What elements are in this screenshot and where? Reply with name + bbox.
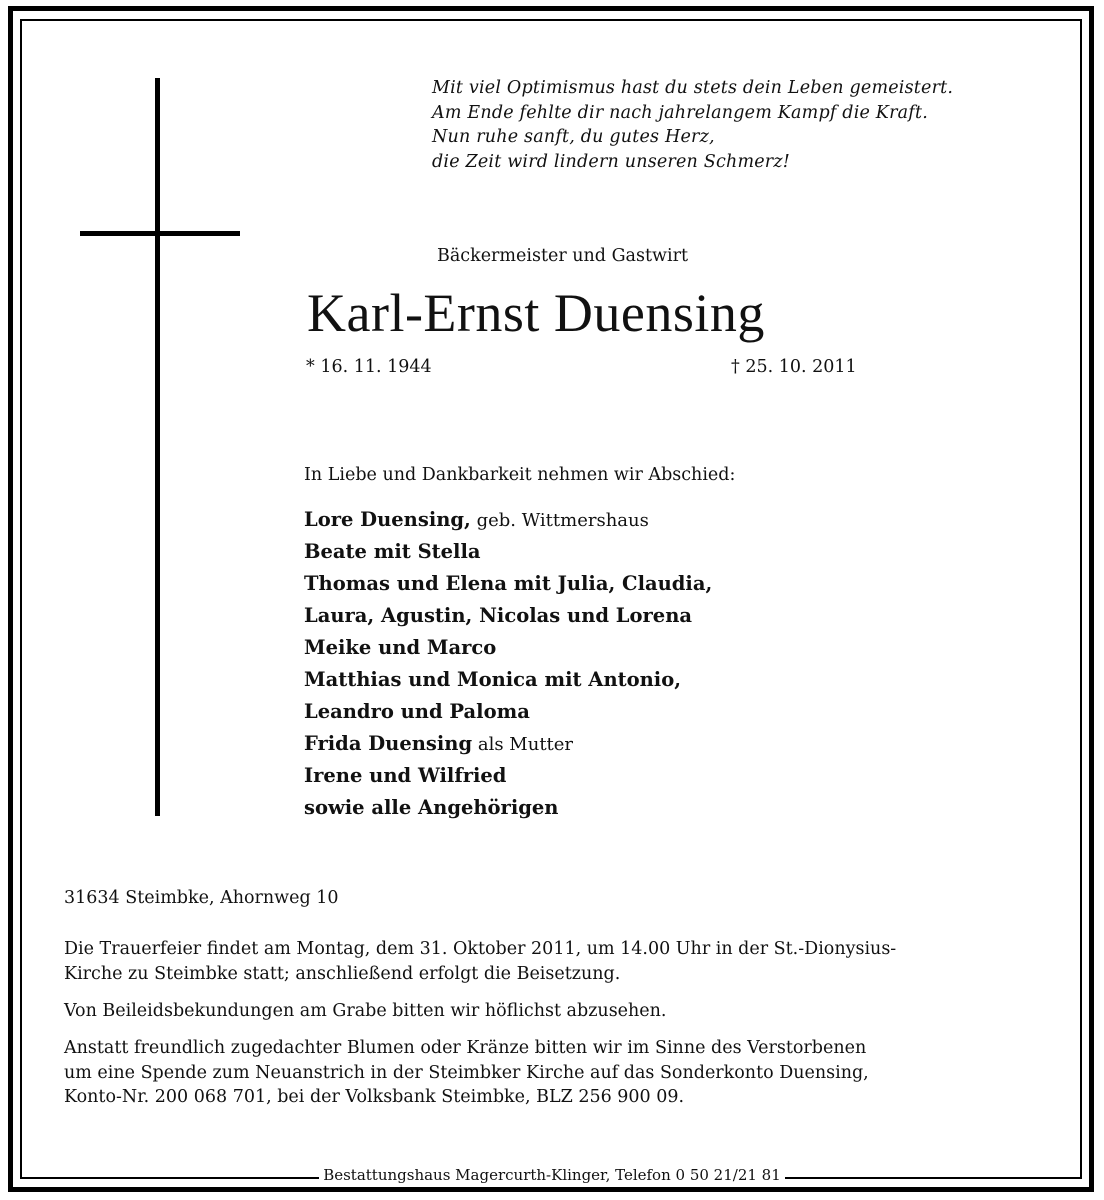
farewell-line: In Liebe und Dankbarkeit nehmen wir Abschied: — [304, 465, 736, 485]
donation-notice-line: um eine Spende zum Neuanstrich in der Steimbker Kirche auf das Sonderkonto Duensing, — [64, 1062, 869, 1083]
birth-date: * 16. 11. 1944 — [306, 357, 432, 377]
mourner-note: als Mutter — [472, 734, 574, 755]
donation-notice-line: Anstatt freundlich zugedachter Blumen oder Kränze bitten wir im Sinne des Verstorbenen — [64, 1038, 867, 1058]
mourner-entry — [304, 792, 864, 824]
donation-notice-line: Konto-Nr. 200 068 701, bei der Volksbank Steimbke, BLZ 256 900 09. — [64, 1087, 685, 1107]
funeral-notice-line: Kirche zu Steimbke statt; anschließend erfolgt die Beisetzung. — [64, 963, 621, 984]
mourner-name: Leandro und Paloma — [304, 700, 530, 723]
family-address: 31634 Steimbke, Ahornweg 10 — [64, 888, 339, 908]
deceased-name: Karl-Ernst Duensing — [307, 283, 765, 343]
verse-line: die Zeit wird lindern unseren Schmerz! — [432, 151, 791, 172]
mourner-note: geb. Wittmershaus — [470, 510, 649, 531]
mourner-entry — [304, 728, 864, 760]
funeral-notice — [64, 937, 1049, 986]
mourner-entry — [304, 632, 864, 664]
occupation: Bäckermeister und Gastwirt — [437, 246, 688, 266]
mourner-name: Thomas und Elena mit Julia, Claudia, — [304, 572, 713, 595]
verse-line: Mit viel Optimismus hast du stets dein Leben gemeistert. — [432, 78, 954, 98]
mourners-list — [304, 504, 864, 824]
mourner-entry — [304, 664, 864, 696]
mourner-entry — [304, 504, 864, 536]
mourner-name: Lore Duensing, — [304, 508, 471, 531]
death-date: † 25. 10. 2011 — [731, 357, 857, 377]
mourner-entry — [304, 536, 864, 568]
mourner-name: Irene und Wilfried — [304, 764, 507, 787]
mourner-name: Meike und Marco — [304, 636, 497, 659]
memorial-verse — [432, 76, 1072, 174]
footer — [0, 1165, 1104, 1185]
mourner-name: Laura, Agustin, Nicolas und Lorena — [304, 604, 693, 627]
funeral-notice-line: Die Trauerfeier findet am Montag, dem 31. Oktober 2011, um 14.00 Uhr in der St.-Dionysius- — [64, 939, 897, 959]
mourner-name: Matthias und Monica mit Antonio, — [304, 668, 682, 691]
cross-horizontal-bar — [80, 231, 240, 236]
mourner-name: Beate mit Stella — [304, 540, 481, 563]
mourner-entry — [304, 600, 864, 632]
condolence-notice — [64, 999, 1049, 1024]
mourner-entry — [304, 760, 864, 792]
cross-vertical-bar — [155, 78, 160, 816]
verse-line: Am Ende fehlte dir nach jahrelangem Kampf die Kraft. — [432, 102, 928, 123]
funeral-home-credit: Bestattungshaus Magercurth-Klinger, Telefon 0 50 21/21 81 — [319, 1165, 785, 1185]
mourner-name: Frida Duensing — [304, 732, 473, 755]
condolence-notice-line: Von Beileidsbekundungen am Grabe bitten wir höflichst abzusehen. — [64, 1001, 667, 1021]
mourner-entry — [304, 696, 864, 728]
verse-line: Nun ruhe sanft, du gutes Herz, — [432, 127, 715, 147]
donation-notice — [64, 1036, 1049, 1110]
mourner-name: sowie alle Angehörigen — [304, 796, 559, 819]
mourner-entry — [304, 568, 864, 600]
